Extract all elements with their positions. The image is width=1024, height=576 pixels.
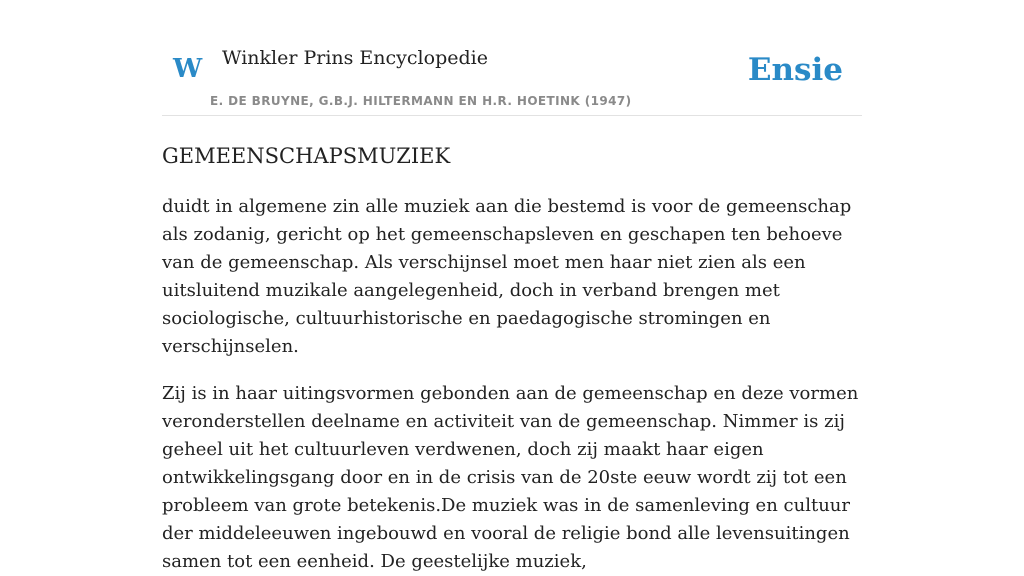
wp-logo-icon[interactable]: W bbox=[173, 54, 203, 84]
article-body bbox=[162, 193, 862, 576]
header bbox=[162, 0, 862, 116]
article-paragraph: duidt in algemene zin alle muziek aan die bestemd is voor de gemeenschap als zodanig, gericht op het gemeenschapsleven en geschapen ten behoeve van de gemeenschap. Als verschijnsel moet men haar niet zien als een uitsluitend muzikale aangelegenheid, doch in verband brengen met sociologische, cultuurhistorische en paedagogische stromingen en verschijnselen. bbox=[162, 196, 852, 357]
document-page bbox=[162, 0, 862, 572]
ensie-logo[interactable]: Ensie bbox=[747, 52, 843, 88]
authors-line: E. DE BRUYNE, G.B.J. HILTERMANN EN H.R. HOETINK (1947) bbox=[210, 94, 632, 108]
brand-name[interactable]: Winkler Prins Encyclopedie bbox=[222, 47, 488, 69]
article-title: GEMEENSCHAPSMUZIEK bbox=[162, 144, 451, 168]
article-paragraph: Zij is in haar uitingsvormen gebonden aan de gemeenschap en deze vormen veronderstellen deelname en activiteit van de gemeenschap. Nimmer is zij geheel uit het cultuurleven verdwenen, doch zij maakt haar eigen ontwikkelingsgang door en in de crisis van de 20ste eeuw wordt zij tot een probleem van grote betekenis.De muziek was in de samenleving en cultuur der middeleeuwen ingebouwd en vooral de religie bond alle levensuitingen samen tot een eenheid. De geestelijke muziek, bbox=[162, 383, 859, 572]
